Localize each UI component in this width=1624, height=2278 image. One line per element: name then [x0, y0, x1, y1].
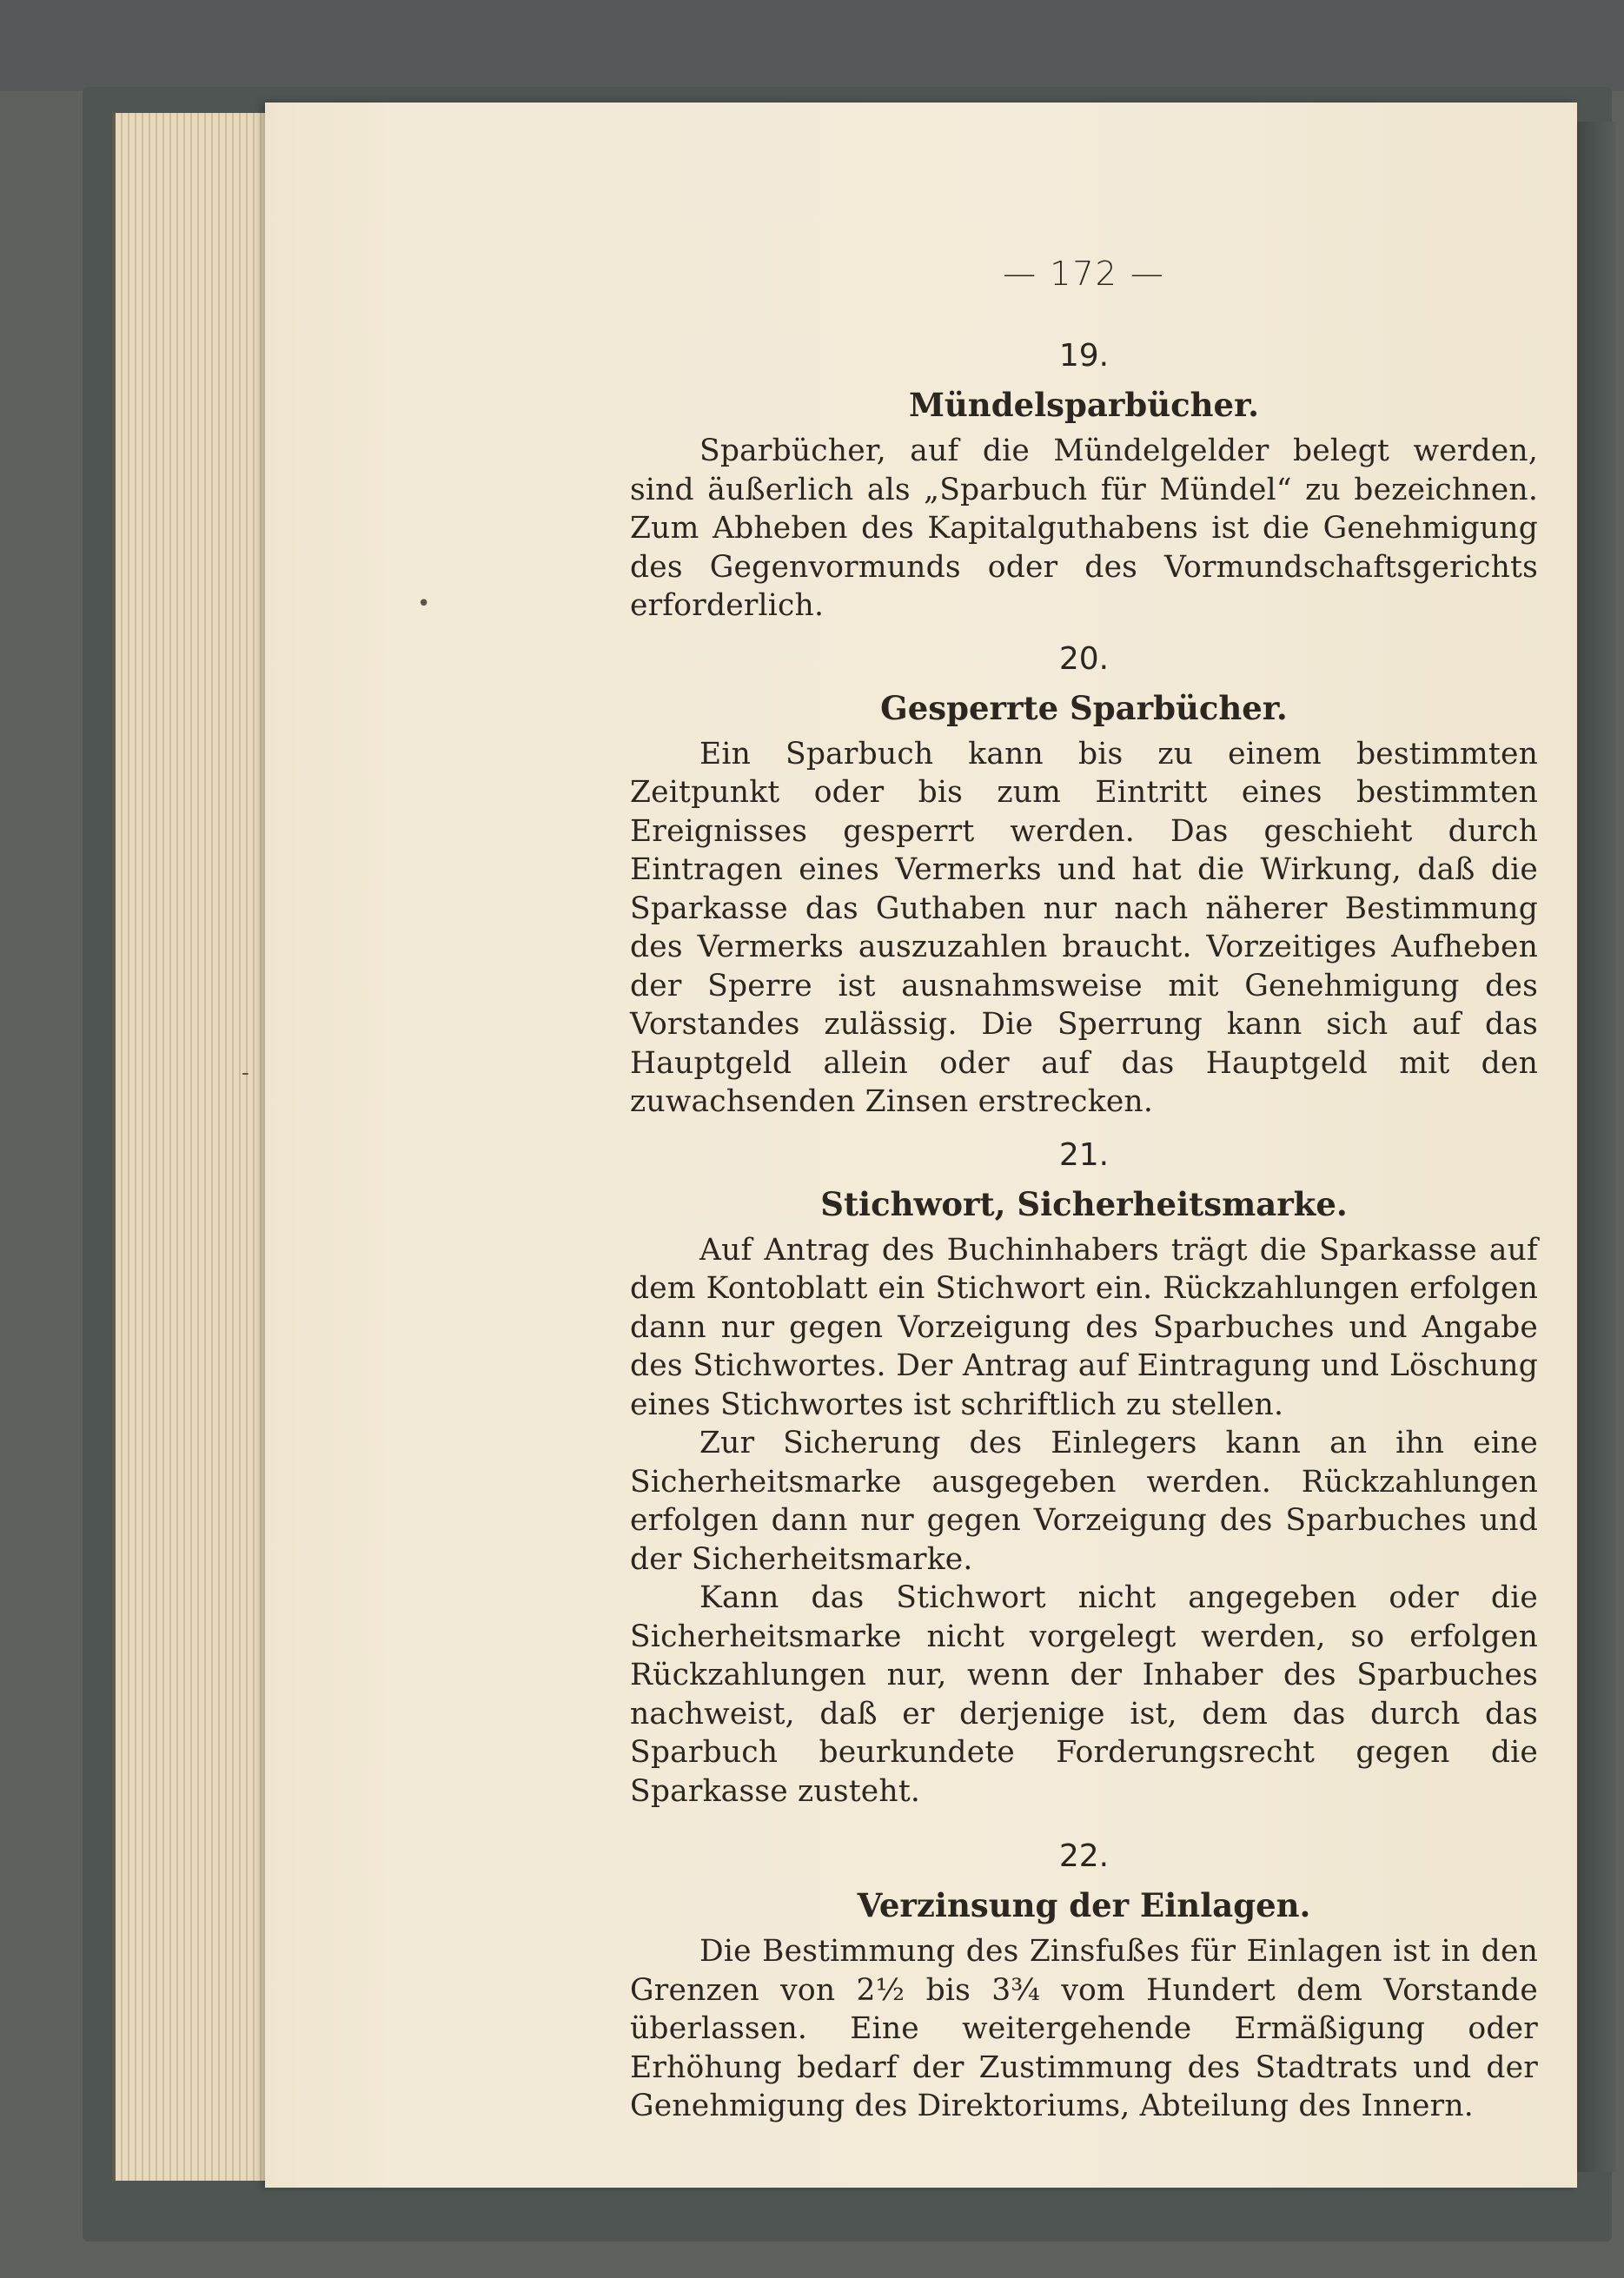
scan-background: [0, 0, 1624, 91]
paragraph: Auf Antrag des Buchinhabers trägt die Sparkasse auf dem Kontoblatt ein Stichwort ein. Rückzahlungen erfolgen dann nur gegen Vorzeigung des Sparbuches und Angabe des Stichwortes. Der Antrag auf Eintragung und Löschung eines Stichwortes ist schriftlich zu stellen.: [630, 1232, 1538, 1422]
page-number: — 172 —: [1003, 255, 1165, 293]
section-number: 19.: [1058, 338, 1110, 374]
margin-dot: •: [417, 591, 431, 617]
section-21: [630, 1134, 1538, 1811]
book-spine-shadow: [1573, 122, 1616, 2172]
section-number: 20.: [1058, 640, 1110, 677]
section-number: 21.: [1058, 1136, 1110, 1173]
section-20: [630, 638, 1538, 1122]
paragraph: Sparbücher, auf die Mündelgelder belegt werden, sind äußerlich als „Sparbuch für Mündel“ zu bezeichnen. Zum Abheben des Kapitalguthabens ist die Genehmigung des Gegenvormunds oder des Vormundschaftsgerichts erforderlich.: [630, 434, 1538, 623]
section-19: [630, 334, 1538, 626]
section-title: Mündelsparbücher.: [908, 386, 1260, 424]
paragraph: Zur Sicherung des Einlegers kann an ihn eine Sicherheitsmarke ausgegeben werden. Rückzahlungen erfolgen dann nur gegen Vorzeigung des Sparbuches und der Sicherheitsmarke.: [630, 1426, 1538, 1577]
paragraph: Die Bestimmung des Zinsfußes für Einlagen ist in den Grenzen von 2½ bis 3¾ vom Hundert dem Vorstande überlassen. Eine weitergehende Ermäßigung oder Erhöhung bedarf der Zustimmung des Stadtrats und der Genehmigung des Direktoriums, Abteilung des Innern.: [630, 1934, 1538, 2123]
section-title: Verzinsung der Einlagen.: [857, 1886, 1311, 1924]
section-title: Stichwort, Sicherheitsmarke.: [820, 1184, 1348, 1223]
section-title: Gesperrte Sparbücher.: [880, 688, 1288, 727]
section-number: 22.: [1058, 1838, 1110, 1874]
paragraph: Ein Sparbuch kann bis zu einem bestimmten Zeitpunkt oder bis zum Eintritt eines bestimmten Ereignisses gesperrt werden. Das geschieht durch Eintragen eines Vermerks und hat die Wirkung, daß die Sparkasse das Guthaben nur nach näherer Bestimmung des Vermerks auszuzahlen braucht. Vorzeitiges Aufheben der Sperre ist ausnahmsweise mit Genehmigung des Vorstandes zulässig. Die Sperrung kann sich auf das Hauptgeld allein oder auf das Hauptgeld mit den zuwachsenden Zinsen erstrecken.: [630, 736, 1538, 1119]
section-22: [630, 1835, 1538, 2126]
margin-tick: -: [242, 1060, 249, 1086]
page-text: [630, 248, 1538, 2126]
page-edges: [113, 113, 289, 2181]
paragraph: Kann das Stichwort nicht angegeben oder die Sicherheitsmarke nicht vorgelegt werden, so erfolgen Rückzahlungen nur, wenn der Inhaber des Sparbuches nachweist, daß er derjenige ist, dem das durch das Sparbuch beurkundete Forderungsrecht gegen die Sparkasse zusteht.: [630, 1580, 1538, 1809]
